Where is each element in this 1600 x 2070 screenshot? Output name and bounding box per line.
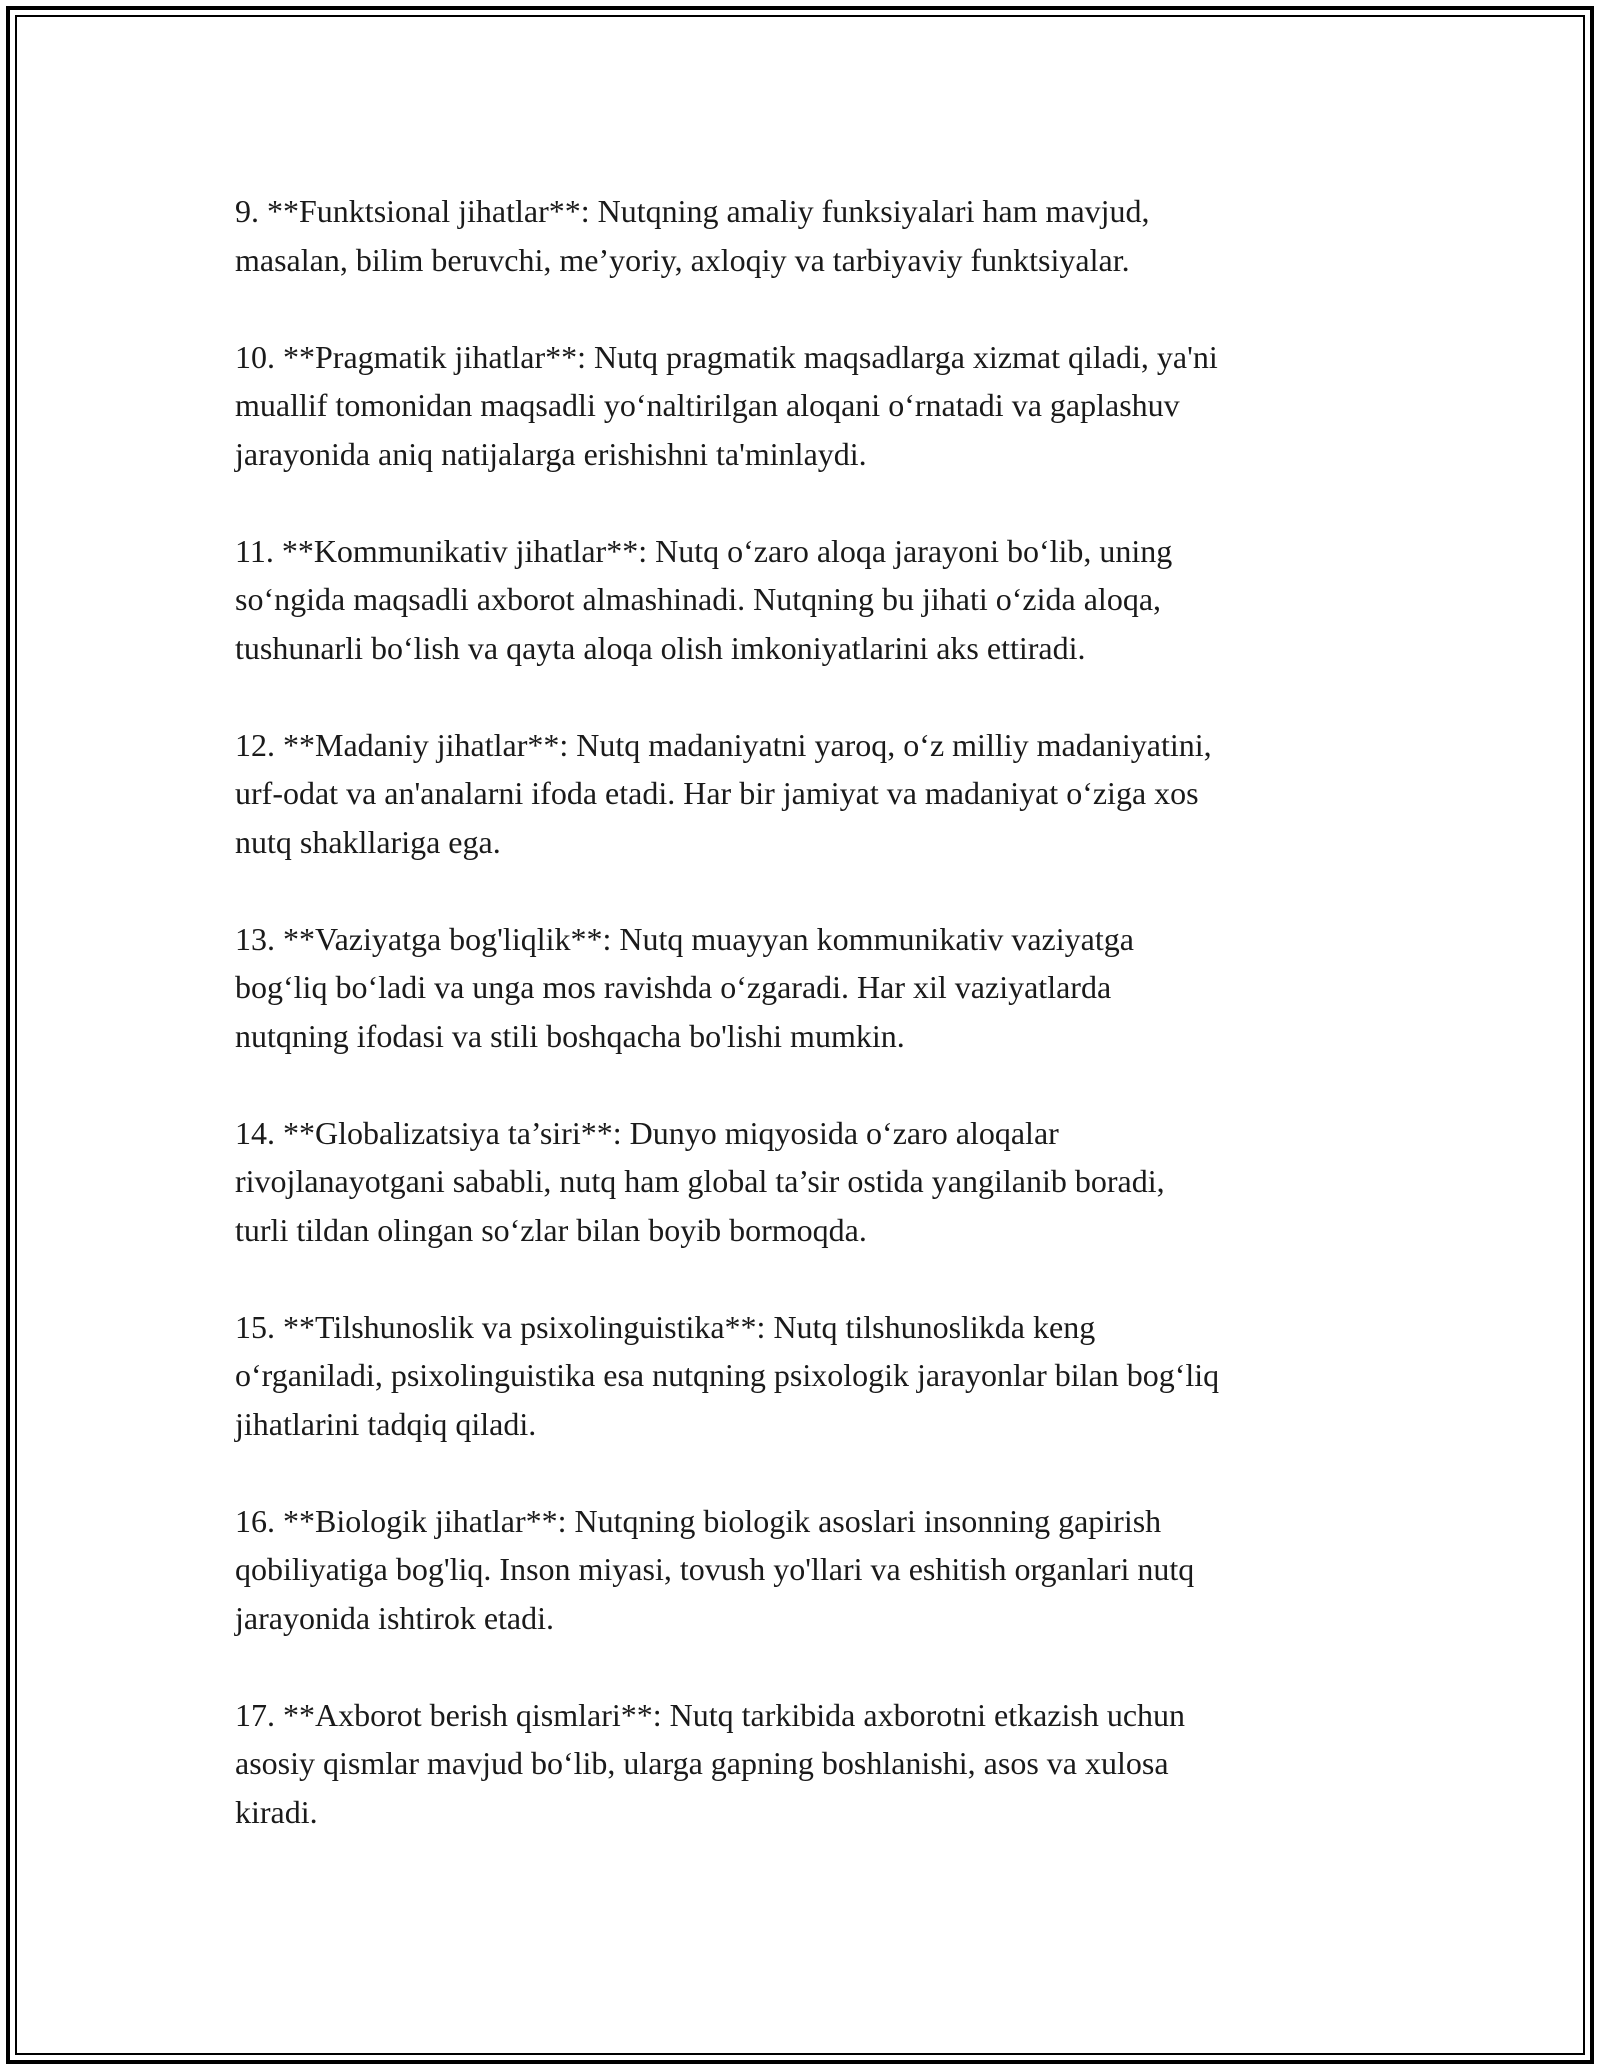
list-item: 14. **Globalizatsiya ta’siri**: Dunyo miqyosida o‘zaro aloqalar rivojlanayotgani sababli, nutq ham global ta’sir ostida yangilanib boradi, turli tildan olingan so‘zlar bilan boyib bormoqda.: [235, 1114, 1165, 1248]
document-body: [235, 187, 1375, 1885]
list-item: 9. **Funktsional jihatlar**: Nutqning amaliy funksiyalari ham mavjud, masalan, bilim beruvchi, me’yoriy, axloqiy va tarbiyaviy funktsiyalar.: [235, 193, 1150, 278]
list-item: 11. **Kommunikativ jihatlar**: Nutq o‘zaro aloqa jarayoni bo‘lib, uning so‘ngida maqsadli axborot almashinadi. Nutqning bu jihati o‘zida aloqa, tushunarli bo‘lish va qayta aloqa olish imkoniyatlarini aks ettiradi.: [235, 532, 1173, 666]
list-item: 10. **Pragmatik jihatlar**: Nutq pragmatik maqsadlarga xizmat qiladi, ya'ni muallif tomonidan maqsadli yo‘naltirilgan aloqani o‘rnatadi va gaplashuv jarayonida aniq natijalarga erishishni ta'minlaydi.: [235, 338, 1218, 472]
list-item: 16. **Biologik jihatlar**: Nutqning biologik asoslari insonning gapirish qobiliyatiga bog'liq. Inson miyasi, tovush yo'llari va eshitish organlari nutq jarayonida ishtirok etadi.: [235, 1502, 1195, 1636]
list-item: 17. **Axborot berish qismlari**: Nutq tarkibida axborotni etkazish uchun asosiy qismlar mavjud bo‘lib, ularga gapning boshlanishi, asos va xulosa kiradi.: [235, 1696, 1186, 1830]
list-item: 15. **Tilshunoslik va psixolinguistika**: Nutq tilshunoslikda keng o‘rganiladi, psixolinguistika esa nutqning psixologik jarayonlar bilan bog‘liq jihatlarini tadqiq qiladi.: [235, 1308, 1220, 1442]
list-item: 13. **Vaziyatga bog'liqlik**: Nutq muayyan kommunikativ vaziyatga bog‘liq bo‘ladi va unga mos ravishda o‘zgaradi. Har xil vaziyatlarda nutqning ifodasi va stili boshqacha bo'lishi mumkin.: [235, 920, 1134, 1054]
list-item: 12. **Madaniy jihatlar**: Nutq madaniyatni yaroq, o‘z milliy madaniyatini, urf-odat va an'analarni ifoda etadi. Har bir jamiyat va madaniyat o‘ziga xos nutq shakllariga ega.: [235, 726, 1212, 860]
